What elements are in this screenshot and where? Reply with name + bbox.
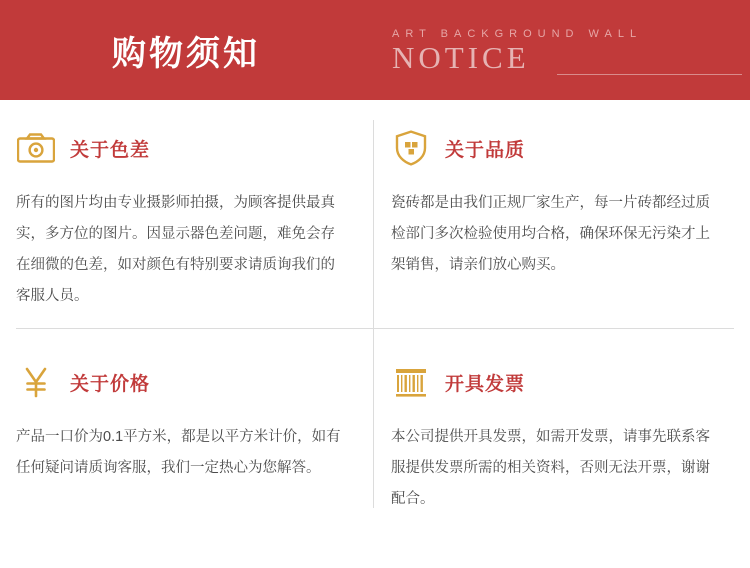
notice-cell-header [16, 360, 353, 404]
invoice-icon [391, 362, 431, 402]
notice-grid [0, 100, 750, 568]
header-title-block [0, 0, 372, 100]
notice-cell-header [391, 360, 728, 404]
yuan-price-icon [16, 362, 56, 402]
notice-cell-header [391, 126, 728, 170]
page-title: 购物须知 [112, 34, 260, 73]
header-title-en: NOTICE [392, 39, 530, 75]
notice-cell-body: 所有的图片均由专业摄影师拍摄，为顾客提供最真实，多方位的图片。因显示器色差问题，难免会存在细微的色差，如对颜色有特别要求请质询我们的客服人员。 [16, 195, 335, 304]
notice-cell-title: 关于品质 [445, 139, 526, 161]
notice-cell-body: 本公司提供开具发票，如需开发票，请事先联系客服提供发票所需的相关资料，否则无法开票，谢谢配合。 [391, 429, 710, 507]
notice-cell-color [0, 100, 375, 334]
shield-quality-icon [391, 128, 431, 168]
header-english-block [372, 0, 750, 100]
camera-icon [16, 128, 56, 168]
notice-cell-price [0, 334, 375, 568]
notice-cell-body: 产品一口价为0.1平方米，都是以平方米计价，如有任何疑问请质询客服，我们一定热心为您解答。 [16, 429, 341, 476]
notice-cell-title: 开具发票 [445, 373, 526, 395]
header-rule [557, 74, 742, 75]
notice-cell-title: 关于色差 [70, 139, 151, 161]
header-subtitle-en: ART BACKGROUND WALL [392, 27, 643, 40]
page-header [0, 0, 750, 100]
notice-cell-quality [375, 100, 750, 334]
notice-cell-body: 瓷砖都是由我们正规厂家生产，每一片砖都经过质检部门多次检验使用均合格，确保环保无污染才上架销售，请亲们放心购买。 [391, 195, 710, 273]
notice-cell-title: 关于价格 [70, 373, 151, 395]
notice-cell-invoice [375, 334, 750, 568]
notice-cell-header [16, 126, 353, 170]
